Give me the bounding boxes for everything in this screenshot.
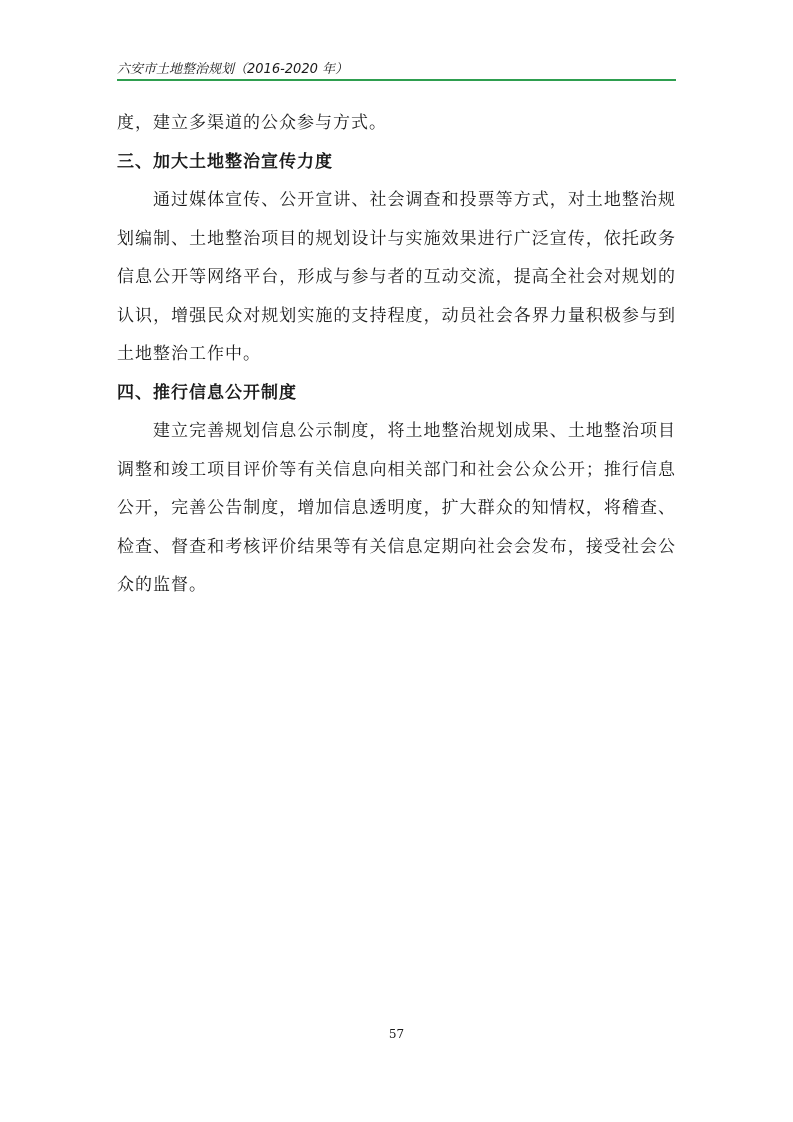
- continued-paragraph: 度，建立多渠道的公众参与方式。: [117, 113, 387, 133]
- page-body: [117, 104, 676, 605]
- page-header: [117, 56, 676, 82]
- section-paragraph-publicity: 通过媒体宣传、公开宣讲、社会调查和投票等方式，对土地整治规划编制、土地整治项目的规划设计与实施效果进行广泛宣传，依托政务信息公开等网络平台，形成与参与者的互动交流，提高全社会对规划的认识，增强民众对规划实施的支持程度，动员社会各界力量积极参与到土地整治工作中。: [117, 190, 676, 364]
- document-title: 六安市土地整治规划（2016-2020 年）: [117, 62, 348, 77]
- section-heading-publicity: 三、加大土地整治宣传力度: [117, 151, 333, 172]
- section-heading-disclosure: 四、推行信息公开制度: [117, 382, 297, 403]
- header-divider: [117, 79, 676, 81]
- section-paragraph-disclosure: 建立完善规划信息公示制度，将土地整治规划成果、土地整治项目调整和竣工项目评价等有关信息向相关部门和社会公众公开；推行信息公开，完善公告制度，增加信息透明度，扩大群众的知情权，将稽查、检查、督查和考核评价结果等有关信息定期向社会会发布，接受社会公众的监督。: [117, 421, 676, 595]
- page-number: 57: [388, 1027, 405, 1041]
